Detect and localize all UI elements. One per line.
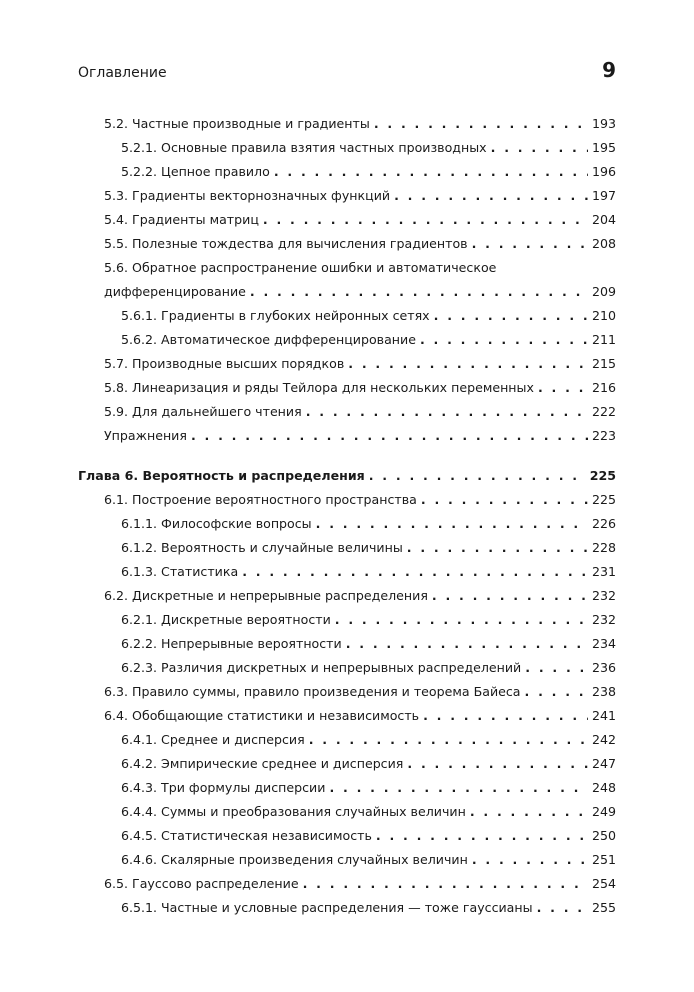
toc-entry-title: 5.9. Для дальнейшего чтения bbox=[104, 404, 302, 419]
page-number: 9 bbox=[602, 58, 616, 82]
dot-leader bbox=[407, 752, 588, 776]
dot-leader bbox=[538, 376, 588, 400]
toc-page-number: 236 bbox=[591, 660, 616, 675]
toc-page-number: 210 bbox=[591, 308, 616, 323]
toc-entry bbox=[78, 704, 616, 728]
toc-page-number: 211 bbox=[591, 332, 616, 347]
dot-leader bbox=[316, 512, 588, 536]
toc-page-number: 209 bbox=[591, 284, 616, 299]
toc-page-number: 216 bbox=[591, 380, 616, 395]
toc-entry-title: 6.4.4. Суммы и преобразования случайных величин bbox=[121, 804, 466, 819]
toc-entry-title: Упражнения bbox=[104, 428, 187, 443]
toc-entry-title: 5.6. Обратное распространение ошибки и автоматическое bbox=[104, 260, 497, 275]
dot-leader bbox=[348, 352, 588, 376]
toc-entry bbox=[78, 208, 616, 232]
toc-entry-title: 6.4. Обобщающие статистики и независимость bbox=[104, 708, 420, 723]
toc-entry-title: 6.4.2. Эмпирические среднее и дисперсия bbox=[121, 756, 404, 771]
toc-entry bbox=[78, 752, 616, 776]
toc-page-number: 254 bbox=[591, 876, 616, 891]
dot-leader bbox=[309, 728, 588, 752]
toc-page-number: 226 bbox=[591, 516, 616, 531]
toc-page-number: 250 bbox=[591, 828, 616, 843]
toc-entry bbox=[78, 160, 616, 184]
toc-page-number: 215 bbox=[591, 356, 616, 371]
dot-leader bbox=[407, 536, 588, 560]
table-of-contents bbox=[78, 110, 616, 920]
dot-leader bbox=[491, 136, 588, 160]
toc-page-number: 247 bbox=[591, 756, 616, 771]
toc-page-number: 231 bbox=[591, 564, 616, 579]
toc-entry bbox=[78, 328, 616, 352]
toc-entry-title: 6.2.1. Дискретные вероятности bbox=[121, 612, 331, 627]
toc-page-number: 228 bbox=[591, 540, 616, 555]
dot-leader bbox=[472, 232, 588, 256]
toc-entry bbox=[78, 584, 616, 608]
toc-page-number: 251 bbox=[591, 852, 616, 867]
toc-entry-title: 5.8. Линеаризация и ряды Тейлора для нескольких переменных bbox=[104, 380, 534, 395]
running-head-title: Оглавление bbox=[78, 65, 167, 81]
toc-entry-title: 6.1.2. Вероятность и случайные величины bbox=[121, 540, 403, 555]
toc-entry bbox=[78, 632, 616, 656]
dot-leader bbox=[421, 488, 588, 512]
toc-entry-title-continued: дифференцирование bbox=[104, 284, 246, 299]
toc-entry-title: 5.5. Полезные тождества для вычисления градиентов bbox=[104, 236, 468, 251]
toc-entry bbox=[78, 896, 616, 920]
toc-entry-title: 6.5.1. Частные и условные распределения — тоже гауссианы bbox=[121, 900, 533, 915]
toc-page-number: 249 bbox=[591, 804, 616, 819]
dot-leader bbox=[420, 328, 588, 352]
toc-page-number: 241 bbox=[591, 708, 616, 723]
dot-leader bbox=[525, 656, 588, 680]
toc-entry-title: 6.4.3. Три формулы дисперсии bbox=[121, 780, 326, 795]
toc-entry bbox=[78, 304, 616, 328]
toc-entry-title: 5.6.2. Автоматическое дифференцирование bbox=[121, 332, 416, 347]
dot-leader bbox=[303, 872, 588, 896]
toc-entry-title: 6.3. Правило суммы, правило произведения и теорема Байеса bbox=[104, 684, 521, 699]
toc-entry-title: 6.1. Построение вероятностного пространства bbox=[104, 492, 417, 507]
toc-page-number: 222 bbox=[591, 404, 616, 419]
toc-entry bbox=[78, 424, 616, 448]
toc-entry bbox=[78, 560, 616, 584]
page-header bbox=[78, 58, 616, 82]
dot-leader bbox=[376, 824, 588, 848]
dot-leader bbox=[191, 424, 588, 448]
toc-entry-title: 6.4.6. Скалярные произведения случайных величин bbox=[121, 852, 468, 867]
toc-page-number: 232 bbox=[591, 612, 616, 627]
toc-page-number: 225 bbox=[591, 492, 616, 507]
dot-leader bbox=[346, 632, 588, 656]
toc-page-number: 232 bbox=[591, 588, 616, 603]
toc-entry-title: 6.1.3. Статистика bbox=[121, 564, 239, 579]
toc-page-number: 195 bbox=[591, 140, 616, 155]
dot-leader bbox=[329, 776, 588, 800]
dot-leader bbox=[263, 208, 588, 232]
toc-entry bbox=[78, 112, 616, 136]
toc-page-number: 197 bbox=[591, 188, 616, 203]
toc-entry-title: 5.2.1. Основные правила взятия частных производных bbox=[121, 140, 487, 155]
toc-entry-title: 6.4.1. Среднее и дисперсия bbox=[121, 732, 305, 747]
toc-entry-title: 5.3. Градиенты векторнозначных функций bbox=[104, 188, 391, 203]
toc-entry bbox=[78, 656, 616, 680]
toc-entry bbox=[78, 848, 616, 872]
toc-entry-title: 5.7. Производные высших порядков bbox=[104, 356, 345, 371]
toc-entry bbox=[78, 352, 616, 376]
toc-page-number: 238 bbox=[591, 684, 616, 699]
toc-entry-title: 6.2.2. Непрерывные вероятности bbox=[121, 636, 342, 651]
toc-page-number: 255 bbox=[591, 900, 616, 915]
dot-leader bbox=[537, 896, 588, 920]
toc-entry bbox=[78, 184, 616, 208]
toc-page-number: 248 bbox=[591, 780, 616, 795]
dot-leader bbox=[472, 848, 588, 872]
toc-entry bbox=[78, 800, 616, 824]
toc-entry-title: 6.1.1. Философские вопросы bbox=[121, 516, 312, 531]
toc-entry-title: 5.6.1. Градиенты в глубоких нейронных сетях bbox=[121, 308, 430, 323]
dot-leader bbox=[306, 400, 588, 424]
toc-entry bbox=[78, 824, 616, 848]
dot-leader bbox=[525, 680, 588, 704]
toc-entry bbox=[78, 512, 616, 536]
toc-entry-title: 5.2. Частные производные и градиенты bbox=[104, 116, 370, 131]
toc-entry bbox=[78, 376, 616, 400]
dot-leader bbox=[250, 280, 588, 304]
toc-entry-title: 6.5. Гауссово распределение bbox=[104, 876, 299, 891]
toc-entry bbox=[78, 872, 616, 896]
toc-page-number: 196 bbox=[591, 164, 616, 179]
toc-page-number: 225 bbox=[589, 468, 616, 483]
toc-page-number: 208 bbox=[591, 236, 616, 251]
dot-leader bbox=[394, 184, 588, 208]
dot-leader bbox=[335, 608, 588, 632]
dot-leader bbox=[432, 584, 588, 608]
toc-entry-title: 6.2. Дискретные и непрерывные распределения bbox=[104, 588, 428, 603]
toc-page-number: 234 bbox=[591, 636, 616, 651]
toc-entry-title: Глава 6. Вероятность и распределения bbox=[78, 468, 365, 483]
toc-entry-title: 6.2.3. Различия дискретных и непрерывных распределений bbox=[121, 660, 522, 675]
dot-leader bbox=[434, 304, 588, 328]
dot-leader bbox=[274, 160, 588, 184]
toc-entry-title: 6.4.5. Статистическая независимость bbox=[121, 828, 372, 843]
toc-page-number: 223 bbox=[591, 428, 616, 443]
dot-leader bbox=[423, 704, 588, 728]
toc-entry bbox=[78, 232, 616, 256]
dot-leader bbox=[242, 560, 588, 584]
toc-entry bbox=[78, 400, 616, 424]
toc-entry bbox=[78, 728, 616, 752]
toc-page-number: 204 bbox=[591, 212, 616, 227]
toc-entry bbox=[78, 608, 616, 632]
toc-chapter-entry bbox=[78, 464, 616, 488]
toc-entry bbox=[78, 488, 616, 512]
toc-entry-continuation bbox=[104, 280, 616, 304]
toc-entry bbox=[78, 776, 616, 800]
toc-page-number: 242 bbox=[591, 732, 616, 747]
toc-entry-title: 5.2.2. Цепное правило bbox=[121, 164, 270, 179]
toc-entry bbox=[78, 536, 616, 560]
toc-entry bbox=[78, 136, 616, 160]
toc-entry bbox=[78, 680, 616, 704]
toc-page-number: 193 bbox=[591, 116, 616, 131]
dot-leader bbox=[369, 464, 586, 488]
toc-entry bbox=[78, 256, 616, 304]
dot-leader bbox=[374, 112, 588, 136]
dot-leader bbox=[470, 800, 588, 824]
toc-entry-title: 5.4. Градиенты матриц bbox=[104, 212, 259, 227]
